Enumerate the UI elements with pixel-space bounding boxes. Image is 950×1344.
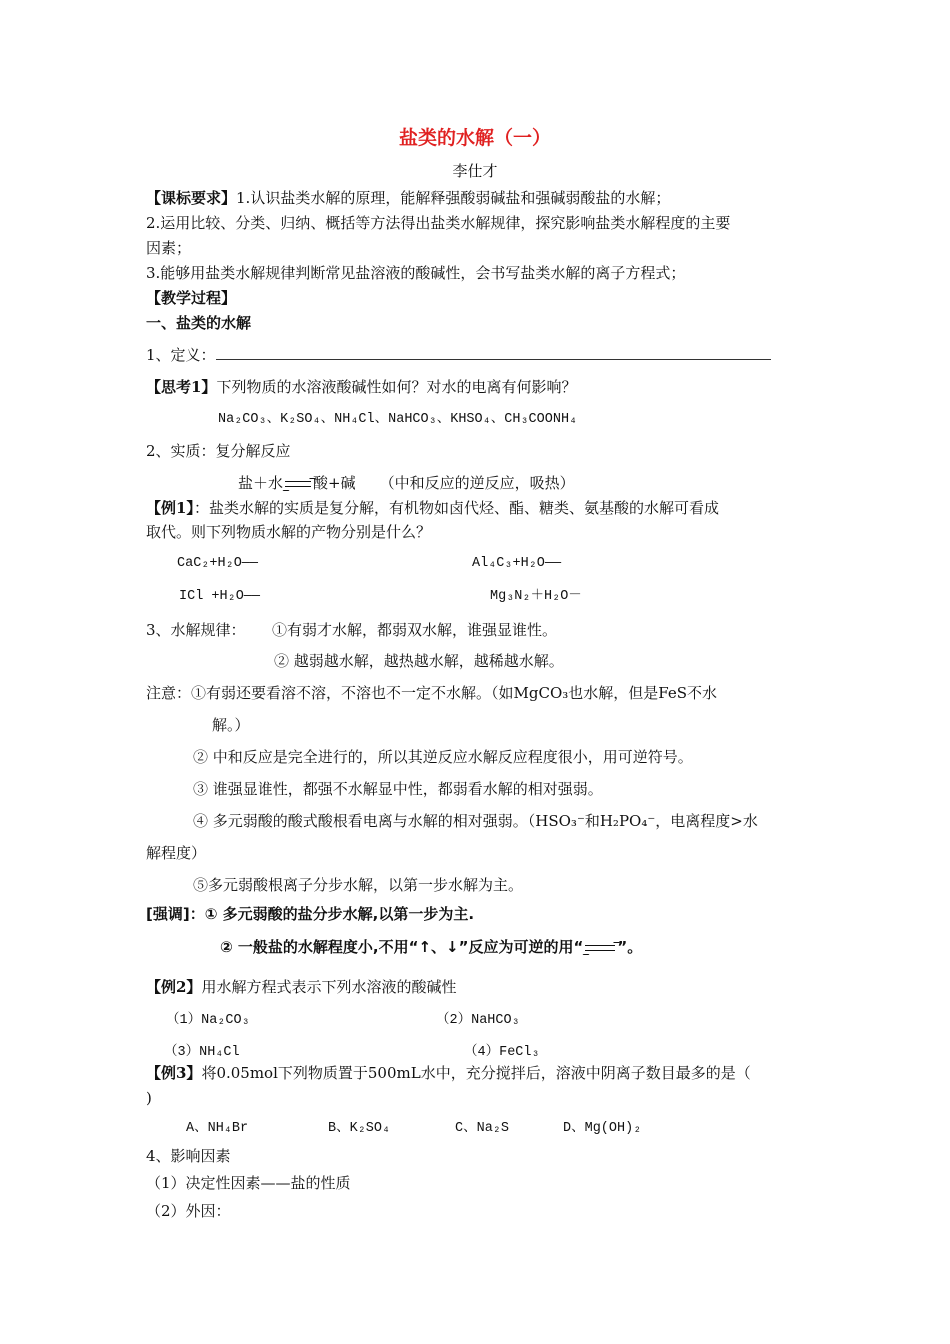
essence-heading: 2、实质：复分解反应 — [146, 442, 291, 460]
example2-line — [146, 976, 456, 998]
example1-reaction-1: CaC₂+H₂O—— — [177, 556, 259, 571]
standards-item-3: 3.能够用盐类水解规律判断常见盐溶液的酸碱性，会书写盐类水解的离子方程式； — [146, 264, 686, 282]
definition-blank — [216, 345, 771, 360]
essence-equation — [238, 472, 575, 494]
standards-line-1 — [146, 187, 670, 209]
example3-option-b: B、K₂SO₄ — [328, 1121, 391, 1136]
example2-option-4: （4）FeCl₃ — [464, 1045, 540, 1060]
note-2: ② 中和反应是完全进行的，所以其逆反应水解反应程度很小，用可逆符号。 — [193, 748, 693, 766]
example2-text: 用水解方程式表示下列水溶液的酸碱性 — [201, 978, 457, 996]
note-4b: 解程度） — [146, 844, 207, 862]
think1-text: 下列物质的水溶液酸碱性如何？对水的电离有何影响？ — [216, 378, 577, 396]
example3-label: 【例3】 — [146, 1064, 202, 1082]
definition-label: 1、定义： — [146, 346, 216, 364]
rule-1: ①有弱才水解，都弱双水解，谁强显谁性。 — [272, 621, 558, 639]
standards-label: 【课标要求】 — [146, 189, 237, 207]
emphasis-2a: ② 一般盐的水解程度小,不用“↑、↓”反应为可逆的用“ — [220, 938, 584, 956]
definition-line — [146, 344, 771, 366]
factors-heading: 4、影响因素 — [146, 1147, 231, 1165]
notes-label: 注意： — [146, 684, 192, 702]
notes-line-1 — [146, 682, 717, 704]
emphasis-line-1 — [146, 903, 474, 925]
process-label: 【教学过程】 — [146, 289, 237, 307]
page-title: 盐类的水解（一） — [398, 127, 551, 149]
example2-option-3: （3）NH₄Cl — [164, 1045, 240, 1060]
rules-heading: 3、水解规律： — [146, 621, 246, 639]
example2-option-1: （1）Na₂CO₃ — [166, 1013, 250, 1028]
essence-note: （中和反应的逆反应，吸热） — [379, 474, 575, 492]
reversible-arrow-icon — [285, 478, 311, 490]
standards-item-1: 1.认识盐类水解的原理，能解释强酸弱碱盐和强碱弱酸盐的水解； — [236, 189, 671, 207]
essence-left: 盐＋水 — [238, 474, 284, 492]
standards-item-2a: 2.运用比较、分类、归纳、概括等方法得出盐类水解规律，探究影响盐类水解程度的主要 — [146, 214, 731, 232]
think1-compounds: Na₂CO₃、K₂SO₄、NH₄Cl、NaHCO₃、KHSO₄、CH₃COONH₄ — [218, 412, 578, 427]
example2-option-2: （2）NaHCO₃ — [436, 1013, 520, 1028]
note-3: ③ 谁强显谁性，都强不水解显中性，都弱看水解的相对强弱。 — [193, 780, 603, 798]
think1-label: 【思考1】 — [146, 378, 217, 396]
example3-option-a: A、NH₄Br — [186, 1121, 249, 1136]
rule-2: ② 越弱越水解，越热越水解，越稀越水解。 — [274, 652, 564, 670]
emphasis-2b: ”。 — [617, 938, 643, 956]
example1-reaction-3: ICl +H₂O—— — [179, 589, 261, 604]
example3-option-c: C、Na₂S — [455, 1121, 510, 1136]
example1-text-a: ：盐类水解的实质是复分解，有机物如卤代烃、酯、糖类、氨基酸的水解可看成 — [193, 499, 719, 517]
think1-line — [146, 376, 576, 398]
example1-line-a — [146, 497, 719, 519]
example3-line-a — [146, 1062, 751, 1084]
example1-text-b: 取代。则下列物质水解的产物分别是什么？ — [146, 523, 432, 541]
note-1a: ①有弱还要看溶不溶，不溶也不一定不水解。（如MgCO₃也水解，但是FeS不水 — [191, 684, 718, 702]
example3-text-a: 将0.05mol下列物质置于500mL水中，充分搅拌后，溶液中阴离子数目最多的是（ — [201, 1064, 751, 1082]
emphasis-label: [强调]： — [146, 905, 205, 923]
example1-reaction-4: Mg₃N₂＋H₂O－ — [490, 589, 582, 604]
essence-right: 酸+碱 — [313, 474, 356, 492]
note-5: ⑤多元弱酸根离子分步水解，以第一步水解为主。 — [193, 876, 524, 894]
emphasis-line-2 — [220, 936, 642, 958]
factor-1: （1）决定性因素——盐的性质 — [146, 1174, 351, 1192]
example2-label: 【例2】 — [146, 978, 202, 996]
standards-item-2b: 因素； — [146, 239, 192, 257]
example3-option-d: D、Mg(OH)₂ — [563, 1121, 642, 1136]
author-name: 李仕才 — [452, 162, 498, 180]
reversible-arrow-icon — [585, 942, 615, 954]
example1-reaction-2: Al₄C₃+H₂O—— — [472, 556, 562, 571]
note-4a: ④ 多元弱酸的酸式酸根看电离与水解的相对强弱。（HSO₃⁻和H₂PO₄⁻，电离程度>水 — [193, 812, 758, 830]
section-heading: 一、盐类的水解 — [146, 314, 252, 332]
note-1b: 解。） — [212, 716, 250, 734]
example3-text-b: ) — [146, 1089, 152, 1107]
factor-2: （2）外因： — [146, 1202, 231, 1220]
emphasis-1: ① 多元弱酸的盐分步水解,以第一步为主. — [204, 905, 475, 923]
example1-label: 【例1】 — [146, 499, 194, 517]
